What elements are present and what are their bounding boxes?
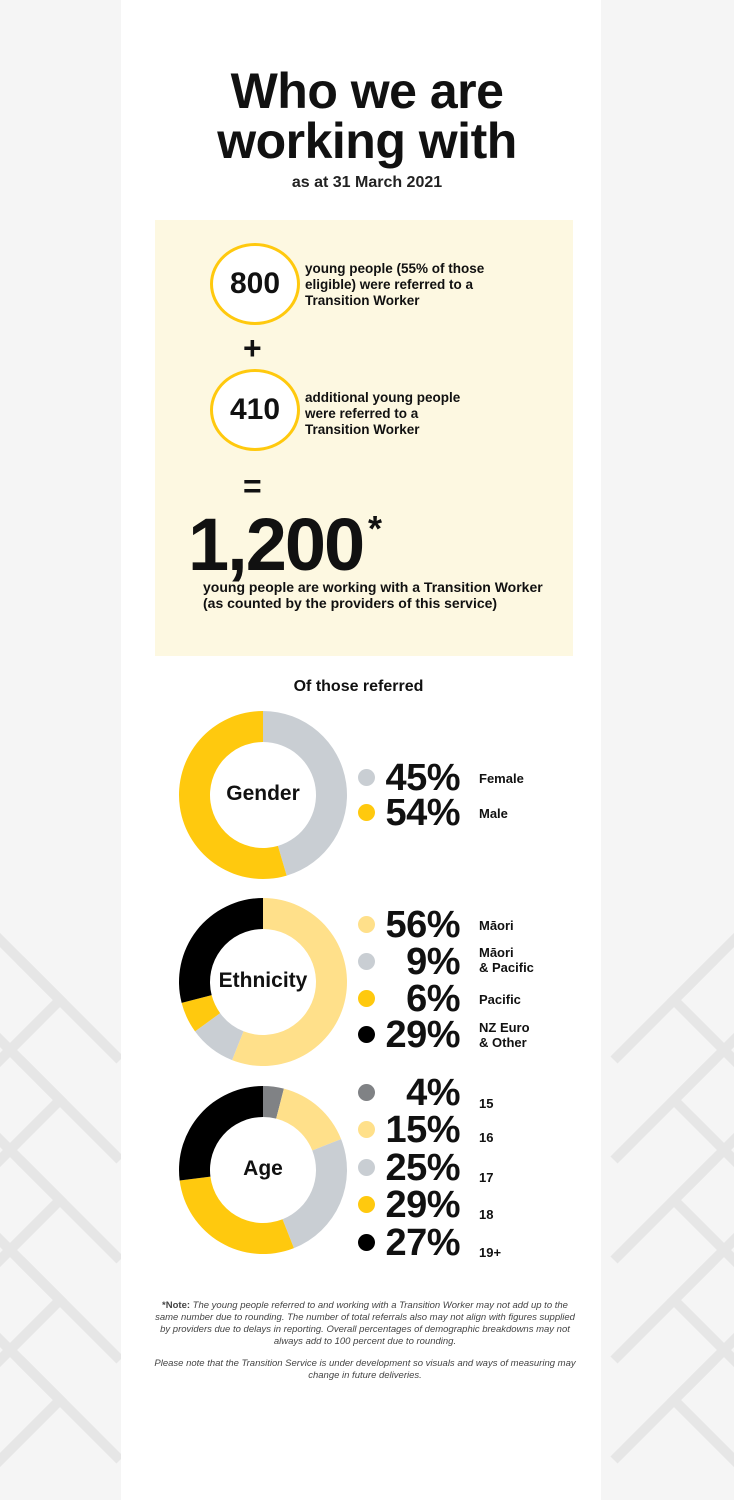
page-title-line-1: Who we are: [230, 63, 504, 119]
donut-center-label: Gender: [226, 782, 300, 805]
legend-percentage: 54%: [385, 792, 460, 834]
footnote-label: *Note:: [162, 1300, 191, 1311]
additional-description: additional young people were referred to a Transition Worker: [305, 390, 461, 437]
total-description: young people are working with a Transition Worker (as counted by the providers of this service): [203, 579, 543, 611]
legend-percentage: 27%: [385, 1222, 460, 1264]
legend-percentage: 29%: [385, 1184, 460, 1226]
section-heading: Of those referred: [293, 678, 424, 695]
legend-percentage: 56%: [385, 904, 460, 946]
legend-category: Pacific: [479, 992, 521, 1007]
footnote-paragraph-2: Please note that the Transition Service is under development so visuals and ways of measuring may change in future deliveries.: [154, 1358, 576, 1381]
legend-category: 15: [479, 1096, 494, 1111]
total-asterisk: *: [368, 508, 383, 549]
slice-age-2: [283, 1139, 347, 1248]
page-subtitle: as at 31 March 2021: [291, 174, 443, 191]
legend-row: [356, 941, 556, 983]
legend-category: 19+: [479, 1245, 502, 1260]
legend-category: Māori & Pacific: [479, 945, 534, 975]
legend-category: NZ Euro & Other: [479, 1020, 530, 1050]
legend-category: Male: [479, 806, 508, 821]
legend-row: [356, 1014, 556, 1056]
equals-sign: =: [243, 468, 262, 504]
legend-row: [356, 978, 556, 1020]
legend-row: [356, 1147, 556, 1189]
total-count: 1,200: [188, 503, 364, 586]
legend-row: [356, 1072, 556, 1114]
legend-percentage: 25%: [385, 1147, 460, 1189]
legend-percentage: 6%: [406, 978, 460, 1020]
legend-row: [356, 757, 556, 799]
legend-category: Māori: [479, 918, 514, 933]
slice-age-3: [180, 1177, 294, 1254]
footnote: [150, 1300, 580, 1382]
legend-percentage: 15%: [385, 1109, 460, 1151]
legend-row: [356, 1222, 556, 1264]
legend-category: 16: [479, 1130, 494, 1145]
additional-count: 410: [229, 393, 281, 426]
additional-count-circle: [210, 369, 300, 451]
referred-count: 800: [229, 267, 281, 300]
legend-category: 18: [479, 1207, 494, 1222]
legend-percentage: 9%: [406, 941, 460, 983]
legend-percentage: 4%: [406, 1072, 460, 1114]
legend-row: [356, 792, 556, 834]
legend-row: [356, 1109, 556, 1151]
plus-sign: +: [243, 330, 262, 366]
legend-row: [356, 1184, 556, 1226]
referred-count-circle: [210, 243, 300, 325]
legend-percentage: 29%: [385, 1014, 460, 1056]
slice-age-1: [276, 1089, 341, 1151]
referred-description: young people (55% of those eligible) were referred to a Transition Worker: [305, 261, 485, 308]
legend-category: 17: [479, 1170, 494, 1185]
legend-category: Female: [479, 771, 524, 786]
legend-row: [356, 904, 556, 946]
footnote-text: The young people referred to and working with a Transition Worker may not add up to the same number due to rounding. The number of total referrals also may not align with figures supplied by providers due to delays in reporting. Overall percentages of demographic breakdowns may not always add to 100 percent due to rounding.: [155, 1300, 575, 1347]
donut-center-label: Ethnicity: [218, 969, 308, 992]
donut-center-label: Age: [243, 1157, 283, 1180]
page-title-line-2: working with: [217, 113, 517, 169]
footnote-paragraph: [150, 1300, 580, 1348]
legend-percentage: 45%: [385, 757, 460, 799]
